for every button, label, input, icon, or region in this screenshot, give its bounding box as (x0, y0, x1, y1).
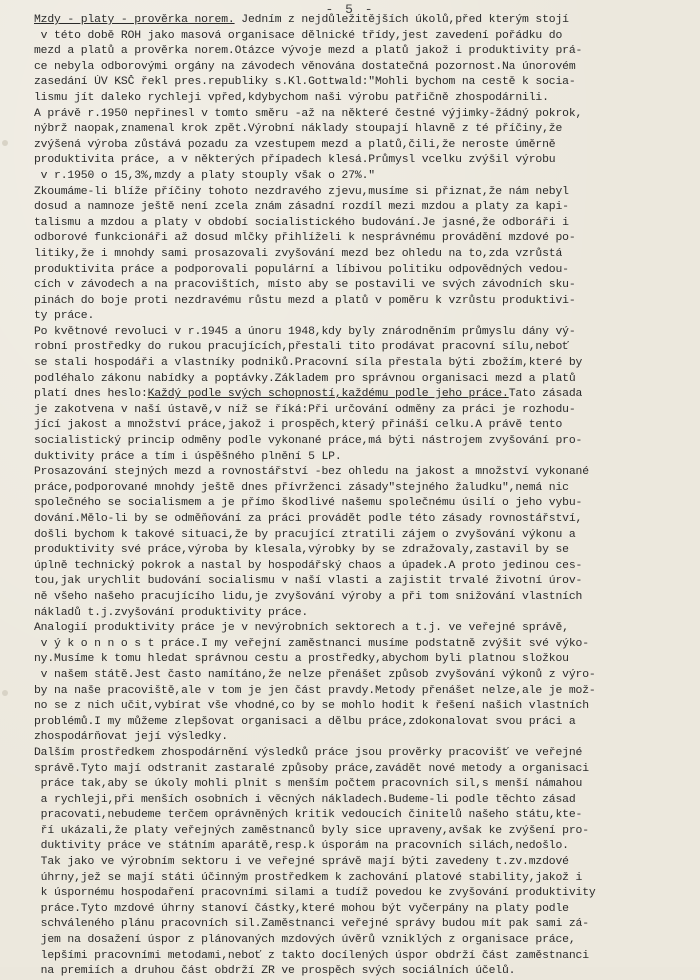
text-line (34, 839, 680, 855)
text-line (34, 465, 680, 481)
paper-mark (2, 690, 8, 696)
line-text: mezd a platů a prověrka norem.Otázce vývoje mezd a platů jakož i produktivity prá- (34, 45, 583, 58)
text-line (34, 387, 680, 403)
line-text: Tak jako ve výrobním sektoru i ve veřejné správě mají býti zavedeny t.zv.mzdové (34, 856, 569, 869)
line-text: Prosazování stejných mezd a rovnostářství -bez ohledu na jakost a množství vykonané (34, 466, 589, 479)
line-text: práce.Tyto mzdové úhrny stanoví částky,které mohou být vyčerpány na platy podle (34, 902, 569, 915)
line-text: podléhalo zákonu nabídky a poptávky.Základem pro správnou organisaci mezd a platů (34, 372, 576, 385)
line-text: ny.Musíme k tomu hledat správnou cestu a prostředky,abychom byli platnou složkou (34, 653, 569, 666)
line-text: jem na dosažení úspor z plánovaných mzdových úvěrů vzniklých z organisace práce, (34, 934, 576, 947)
text-line (34, 450, 680, 466)
line-text: dosud a namnoze ještě není zcela znám zásadní rozdíl mezi mzdou a platy za kapi- (34, 201, 569, 214)
line-text: Mzdy - platy - prověrka norem. (34, 14, 235, 26)
line-text: na premiích a druhou část obdrží ZR ve prospěch svých sociálních účelů. (34, 965, 516, 978)
line-text: se stali hospodáři a vlastníky podniků.Pracovní síla přestala býti zbožím,které by (34, 357, 583, 370)
text-line (34, 496, 680, 512)
text-line (34, 715, 680, 731)
line-text: lismu jít daleko rychleji vpřed,kdybychom naši výrobu patřičně zhospodárnili. (34, 91, 549, 104)
line-text: Dalším prostředkem zhospodárnění výsledků práce jsou prověrky pracovišť ve veřejné (34, 746, 583, 759)
line-text: tou,jak urychlit budování socialismu v naší vlasti a zajistit trvalé životní úrov- (34, 575, 583, 588)
text-line (34, 278, 680, 294)
text-line (34, 153, 680, 169)
line-text: jící jakost a množství práce,jakož i prospěch,který přináší celku.A právě tento (34, 419, 563, 432)
line-text: produktivita práce, a v některých případech klesá.Průmysl vcelku zvýšil výrobu (34, 154, 556, 167)
text-line (34, 933, 680, 949)
text-line (34, 871, 680, 887)
text-line (34, 356, 680, 372)
line-text: nýbrž naopak,znamenal krok zpět.Výrobní náklady stoupají hlavně z té příčiny,že (34, 123, 563, 136)
text-line (34, 637, 680, 653)
line-text: je zakotvena v naší ústavě,v níž se říká:Při určování odměny za práci je rozhodu- (34, 403, 576, 416)
line-text: v této době ROH jako masová organisace dělnické třídy,jest zavedení pořádku do (34, 29, 563, 42)
line-text: v r.1950 o 15,3%,mzdy a platy stouply však o 27%." (34, 169, 375, 182)
text-line (34, 855, 680, 871)
line-text: robní prostředky do rukou pracujících,přestali tito prodávat pracovní sílu,neboť (34, 341, 569, 354)
line-text: produktivity své práce,výroba by klesala,výrobky by se zdražovaly,zastavil by se (34, 544, 569, 557)
line-text: produktivita práce a podporovali populární a líbivou politiku odpovědných vedou- (34, 263, 569, 276)
line-text: problémů.I my můžeme zlepšovat organisaci a dělbu práce,zdokonalovat svou práci a (34, 715, 576, 728)
text-line (34, 231, 680, 247)
text-line (34, 652, 680, 668)
line-text: ně všeho našeho pracujícího lidu,je zvyšování výroby a při tom snižování vlastních (34, 590, 583, 603)
line-text: nákladů t.j.zvyšování produktivity práce. (34, 606, 309, 619)
text-line (34, 590, 680, 606)
text-line (34, 762, 680, 778)
line-text: duktivity práce a tím i úspěšného plnění 5 LP. (34, 450, 342, 463)
text-line (34, 91, 680, 107)
text-line (34, 372, 680, 388)
line-text: zasedání ÚV KSČ řekl pres.republiky s.Kl.Gottwald:"Mohli bychom na cestě k socia- (34, 76, 576, 89)
text-line (34, 808, 680, 824)
text-line (34, 574, 680, 590)
text-line (34, 263, 680, 279)
line-text: socialistický princip odměny podle vykonané práce,má býti nástrojem zvyšování pro- (34, 435, 583, 448)
text-line (34, 793, 680, 809)
line-text: by na naše pracoviště,ale v tom je jen část pravdy.Metody přenášet nelze,ale je mož- (34, 684, 596, 697)
line-text: práce tak,aby se úkoly mohli plnit s menším počtem pracovních sil,s menší námahou (34, 778, 583, 791)
line-text: Zkoumáme-li blíže příčiny tohoto nezdravého zjevu,musíme si přiznat,že nám nebyl (34, 185, 569, 198)
text-line (34, 528, 680, 544)
text-line (34, 606, 680, 622)
line-text: ty práce. (34, 310, 95, 323)
text-line (34, 543, 680, 559)
line-text: odborové funkcionáři až dosud mlčky přihlíželi k nesprávnému provádění mzdové po- (34, 232, 576, 245)
text-line (34, 75, 680, 91)
line-text: úhrny,jež se mají státi účinným prostředkem k zachování platové stability,jakož i (34, 871, 583, 884)
line-text: a rychleji,při menších osobních i věcných nákladech.Budeme-li podle těchto zásad (34, 793, 576, 806)
text-line (34, 138, 680, 154)
text-line (34, 60, 680, 76)
line-text: schváleného plánu pracovních sil.Zaměstnanci veřejné správy budou mít pak sami zá- (34, 918, 589, 931)
line-text-rest: Jedním z nejdůležitějších úkolů,před kterým stojí (234, 14, 569, 26)
line-text: duktivity práce ve státním aparátě,resp.k úsporám na pracovních silách,nedošlo. (34, 840, 569, 853)
text-line (34, 325, 680, 341)
text-line (34, 216, 680, 232)
typewritten-text-body (34, 13, 680, 980)
line-text: pracovati,nebudeme terčem oprávněných kritik vedoucích činitelů našeho státu,kte- (34, 809, 583, 822)
line-text: k úspornému hospodaření pracovními silami a tudíž povedou ke zvyšování produktivity (34, 887, 596, 900)
line-text: ří ukázali,že platy veřejných zaměstnanců byly sice upraveny,avšak ke zvýšení pro- (34, 824, 589, 837)
line-text: v našem státě.Jest často namítáno,že nelze přenášet způsob zvyšování výkonů z výro- (34, 668, 596, 681)
text-line (34, 13, 680, 29)
line-text: dování.Mělo-li by se odměňování za práci provádět podle této zásady rovnostářství, (34, 513, 583, 525)
text-line (34, 200, 680, 216)
line-text: společného se socialismem a je přímo škodlivé našemu společnému úsilí o jeho vybu- (34, 497, 583, 510)
text-line (34, 917, 680, 933)
paper-mark (2, 140, 8, 146)
line-text: v ý k o n n o s t práce.I my veřejní zaměstnanci musíme podstatně zvýšit své výko- (34, 637, 589, 650)
line-text: pinách do boje proti nezdravému růstu mezd a platů v poměru k vzrůstu produktivi- (34, 294, 576, 307)
line-text: litiky,že i mnohdy sami prosazovali zvyšování mezd bez ohledu na to,zda vzrůstá (34, 247, 563, 260)
text-line (34, 949, 680, 965)
text-line (34, 777, 680, 793)
text-line (34, 902, 680, 918)
text-line (34, 294, 680, 310)
text-line (34, 44, 680, 60)
text-line (34, 29, 680, 45)
text-line (34, 169, 680, 185)
line-text: zhospodárňovat její výsledky. (34, 731, 228, 744)
line-text: talismu a mzdou a platy v období socialistického budování.Je jasné,že odboráři i (34, 216, 569, 229)
text-line (34, 309, 680, 325)
text-line (34, 247, 680, 263)
text-line (34, 621, 680, 637)
text-line (34, 340, 680, 356)
text-line (34, 746, 680, 762)
text-line (34, 886, 680, 902)
text-line (34, 185, 680, 201)
text-line (34, 107, 680, 123)
page-number: - 5 - (325, 2, 375, 17)
line-text: došli bychom k takové situaci,že by pracující ztratili zájem o zvyšování výkonu a (34, 528, 576, 541)
text-line (34, 403, 680, 419)
text-line (34, 699, 680, 715)
line-text: A právě r.1950 nepřinesl v tomto směru -až na některé čestné výjimky-žádný pokrok, (34, 107, 583, 120)
line-text-rest: Tato zásada (508, 388, 583, 401)
text-line (34, 434, 680, 450)
line-text: práce,podporované mnohdy ještě dnes přívrženci zásady"stejného žaludku",nemá nic (34, 481, 569, 494)
text-line (34, 122, 680, 138)
text-line (34, 418, 680, 434)
line-text: zvýšená výroba zůstává pozadu za vzestupem mezd a platů,čili,že neroste úměrně (34, 138, 556, 151)
text-line (34, 684, 680, 700)
underlined-motto: Každý podle svých schopností,každému podle jeho práce. (147, 388, 509, 401)
line-text: správě.Tyto mají odstranit zastaralé způsoby práce,zavádět nové metody a organisaci (34, 762, 589, 775)
line-text: úplně technický pokrok a nastal by hospodářský chaos a úpadek.A proto jedinou ces- (34, 559, 583, 572)
line-text: platí dnes heslo: (34, 388, 148, 401)
line-text: ce nebyla odborovými orgány na závodech věnována dostatečná pozornost.Na únorovém (34, 60, 576, 73)
line-text: lepšími pracovními metodami,neboť z takto docílených úspor obdrží část zaměstnanci (34, 949, 589, 962)
text-line (34, 668, 680, 684)
text-line (34, 481, 680, 497)
line-text: Analogií produktivity práce je v nevýrobních sektorech a t.j. ve veřejné správě, (34, 622, 569, 635)
text-line (34, 824, 680, 840)
line-text: cích v závodech a na pracovištích, místo aby se postavili ve svých závodních sku- (34, 279, 576, 292)
text-line (34, 730, 680, 746)
line-text: Po květnové revoluci v r.1945 a únoru 1948,kdy byly znárodněním průmyslu dány vý- (34, 325, 576, 338)
line-text: no se z nich učit,vybírat vše vhodné,co by se mohlo hodit k řešení našich vlastních (34, 700, 589, 713)
text-line (34, 512, 680, 528)
text-line (34, 559, 680, 575)
